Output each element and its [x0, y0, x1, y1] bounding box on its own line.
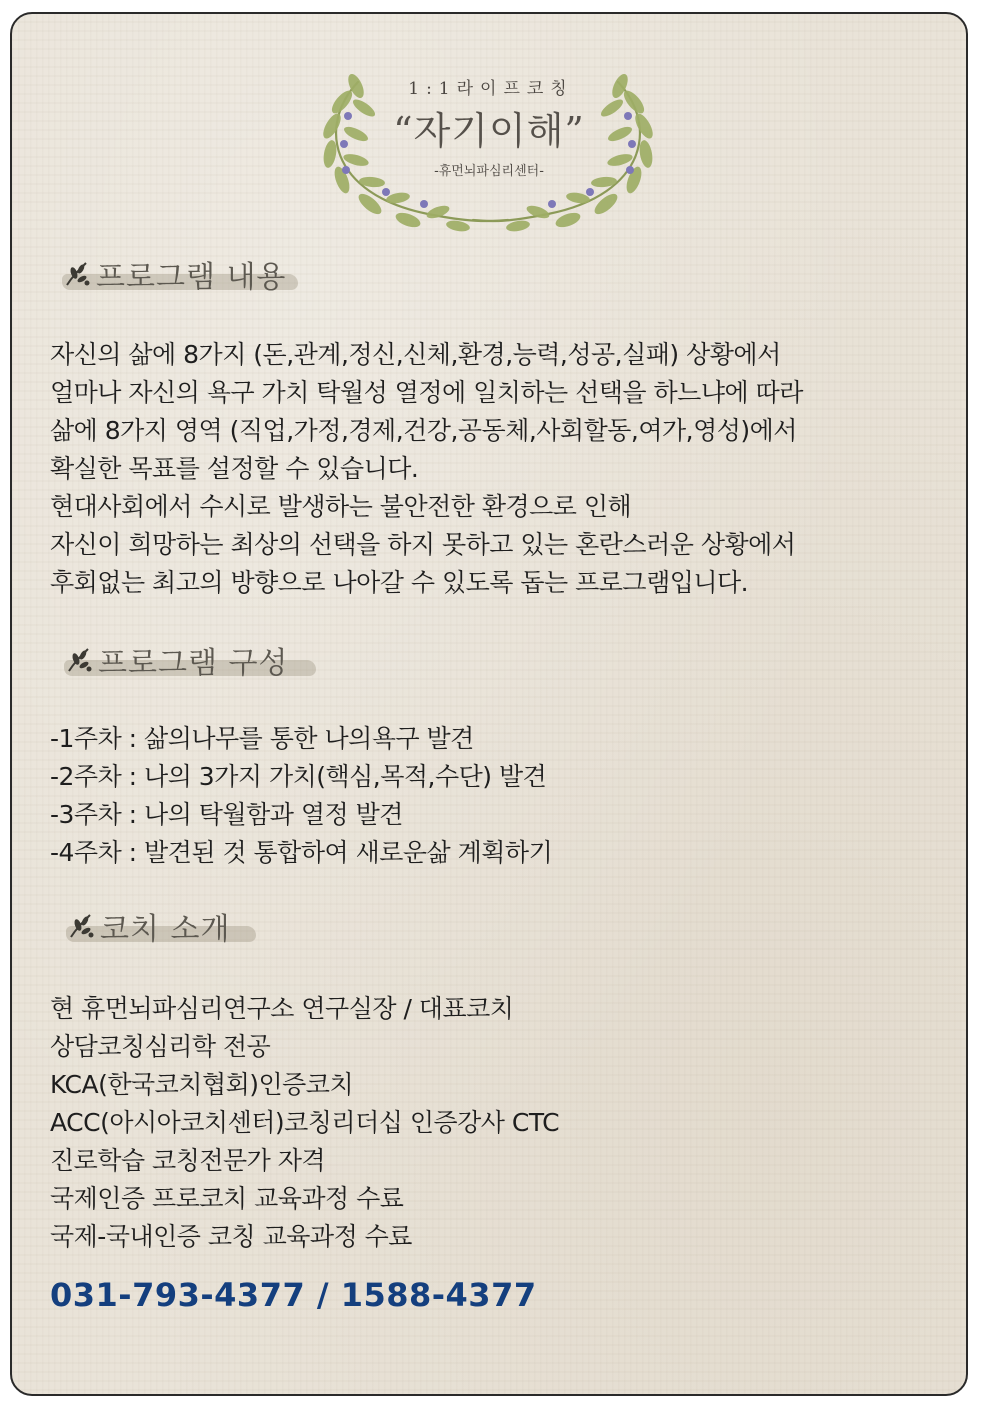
content-line: 확실한 목표를 설정할 수 있습니다. [50, 454, 419, 483]
list-item: -3주차 : 나의 탁월함과 열정 발견 [50, 800, 403, 829]
list-item: 현 휴먼뇌파심리연구소 연구실장 / 대표코치 [50, 994, 514, 1023]
sprig-icon [64, 645, 94, 675]
center-name: -휴먼뇌파심리센터- [434, 164, 544, 179]
coach-list [50, 990, 559, 1256]
list-item: -1주차 : 삶의나무를 통한 나의욕구 발견 [50, 724, 474, 753]
list-item: ACC(아시아코치센터)코칭리더십 인증강사 CTC [50, 1108, 560, 1137]
list-item: KCA(한국코치협회)인증코치 [50, 1070, 354, 1099]
sprig-icon [62, 259, 92, 289]
content-line: 현대사회에서 수시로 발생하는 불안전한 환경으로 인해 [50, 492, 632, 521]
contact-phone[interactable]: 031-793-4377 / 1588-4377 [50, 1276, 537, 1314]
section-title: 프로그램 내용 [96, 260, 287, 295]
list-item: 진로학습 코칭전문가 자격 [50, 1146, 326, 1175]
section-title: 코치 소개 [100, 912, 231, 947]
sprig-icon [66, 911, 96, 941]
content-line: 후회없는 최고의 방향으로 나아갈 수 있도록 돕는 프로그램입니다. [50, 568, 749, 597]
info-card [10, 12, 968, 1396]
list-item: -2주차 : 나의 3가지 가치(핵심,목적,수단) 발견 [50, 762, 547, 791]
structure-list [50, 720, 552, 872]
header-subtitle: 1:1라이프코칭 [408, 79, 574, 99]
section-heading-structure [64, 640, 288, 680]
section-title: 프로그램 구성 [98, 646, 289, 681]
page-title: “자기이해” [393, 109, 585, 153]
section-heading-coach [66, 906, 230, 946]
section-heading-content [62, 254, 286, 294]
content-paragraph [50, 336, 803, 602]
list-item: -4주차 : 발견된 것 통합하여 새로운삶 계획하기 [50, 838, 553, 867]
content-line: 자신이 희망하는 최상의 선택을 하지 못하고 있는 혼란스러운 상황에서 [50, 530, 796, 559]
content-line: 자신의 삶에 8가지 (돈,관계,정신,신체,환경,능력,성공,실패) 상황에서 [50, 340, 781, 369]
list-item: 국제인증 프로코치 교육과정 수료 [50, 1184, 404, 1213]
content-line: 얼마나 자신의 욕구 가치 탁월성 열정에 일치하는 선택을 하느냐에 따라 [50, 378, 803, 407]
content-line: 삶에 8가지 영역 (직업,가정,경제,건강,공동체,사회할동,여가,영성)에서 [50, 416, 797, 445]
list-item: 국제-국내인증 코칭 교육과정 수료 [50, 1222, 412, 1251]
list-item: 상담코칭심리학 전공 [50, 1032, 271, 1061]
